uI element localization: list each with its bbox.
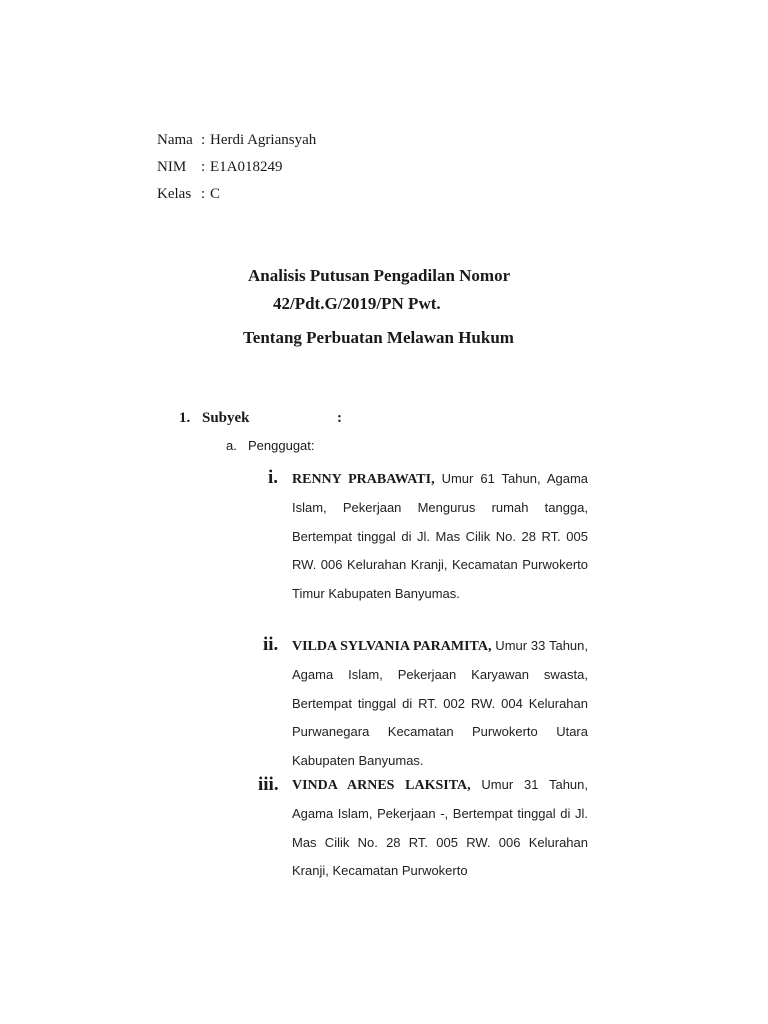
plaintiff-details: Umur 61 Tahun, Agama Islam, Pekerjaan Mengurus rumah tangga, Bertempat tinggal di Jl. Mas Cilik No. 28 RT. 005 RW. 006 Kelurahan Kranji, Kecamatan Purwokerto Timur Kabupaten Banyumas. (292, 471, 589, 602)
nim-separator: : (201, 159, 206, 175)
plaintiff-details: Umur 33 Tahun, Agama Islam, Pekerjaan Karyawan swasta, Bertempat tinggal di RT. 002 RW. 004 Kelurahan Purwanegara Kecamatan Purwokerto Utara Kabupaten Banyumas. (292, 638, 588, 769)
title-line-3: Tentang Perbuatan Melawan Hukum (243, 328, 514, 347)
section-colon: : (337, 410, 342, 426)
identity-nim-row (157, 157, 283, 177)
plaintiff-name: RENNY PRABAWATI, (292, 472, 435, 487)
plaintiff-numeral: ii. (263, 634, 279, 655)
class-separator: : (201, 186, 206, 202)
name-separator: : (201, 132, 206, 148)
plaintiff-entry (292, 632, 588, 776)
class-value: C (210, 186, 221, 202)
plaintiff-name: VINDA ARNES LAKSITA, (292, 778, 471, 793)
nim-label: NIM (157, 159, 187, 175)
title-line-2: 42/Pdt.G/2019/PN Pwt. (273, 294, 441, 313)
plaintiff-numeral: i. (268, 467, 279, 488)
identity-class-row (157, 184, 220, 204)
subsection-label: Penggugat: (248, 438, 315, 453)
subsection-letter: a. (226, 438, 237, 453)
plaintiff-details: Umur 31 Tahun, Agama Islam, Pekerjaan -, Bertempat tinggal di Jl. Mas Cilik No. 28 RT. 005 RW. 006 Kelurahan Kranji, Kecamatan Purwokerto (292, 777, 588, 879)
nim-value: E1A018249 (210, 159, 283, 175)
plaintiff-numeral: iii. (258, 774, 279, 795)
class-label: Kelas (157, 186, 192, 202)
section-number: 1. (179, 410, 191, 426)
title-line-1: Analisis Putusan Pengadilan Nomor (248, 266, 511, 285)
identity-name-row (157, 130, 316, 150)
plaintiff-entry (292, 465, 588, 609)
plaintiff-name: VILDA SYLVANIA PARAMITA, (292, 639, 492, 654)
section-title: Subyek (202, 410, 250, 426)
plaintiff-entry (292, 771, 588, 886)
name-value: Herdi Agriansyah (210, 132, 317, 148)
name-label: Nama (157, 132, 193, 148)
